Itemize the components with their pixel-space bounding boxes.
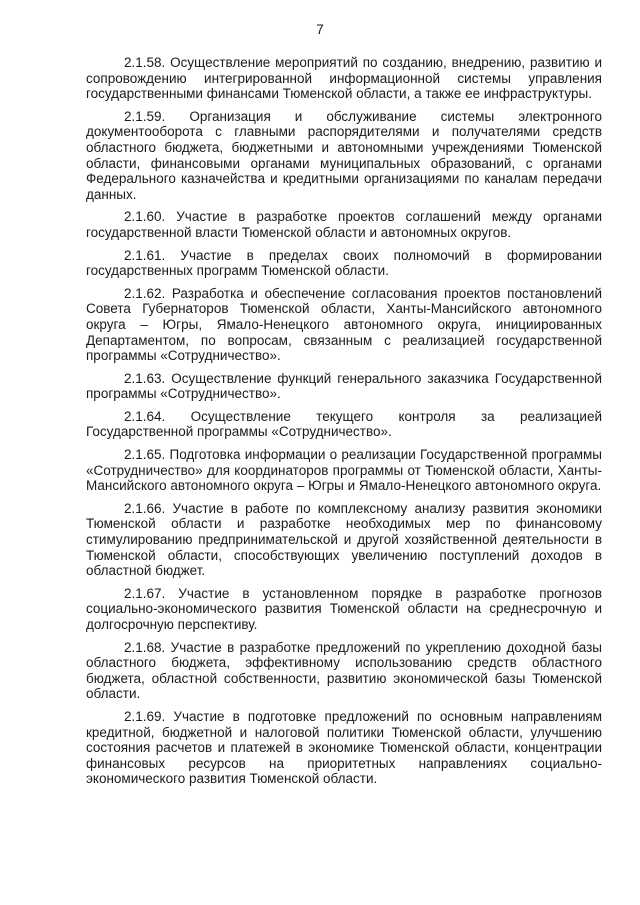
clause-text: Организация и обслуживание системы электронного документооборота с главными распорядителями и получателями средств областного бюджета, бюджетными и автономными учреждениями Тюменской области, финансовыми органами муниципальных образований, с органами Федерального казначейства и кредитными организациями по каналам передачи данных. [86,108,602,202]
paragraph-2-1-61 [86,248,602,279]
page-number: 7 [316,22,324,37]
clause-number: 2.1.68. [124,639,166,655]
clause-number: 2.1.61. [124,247,166,263]
clause-text: Участие в установленном порядке в разработке прогнозов социально-экономического развития Тюменской области на среднесрочную и долгосрочную перспективу. [86,585,602,632]
clause-text: Осуществление текущего контроля за реализацией Государственной программы «Сотрудничество». [86,408,602,440]
clause-text: Участие в пределах своих полномочий в формировании государственных программ Тюменской области. [86,247,602,279]
clause-text: Осуществление мероприятий по созданию, внедрению, развитию и сопровождению интегрированной информационной системы управления государственными финансами Тюменской области, а также ее инфраструктуры. [86,55,602,102]
paragraph-2-1-63 [86,371,602,402]
clause-text: Разработка и обеспечение согласования проектов постановлений Совета Губернаторов Тюменской области, Ханты-Мансийского автономного округа – Югры, Ямало-Ненецкого автономного округа, инициированных Департаментом, по вопросам, связанным с реализацией государственной программы «Сотрудничество». [86,285,602,364]
clause-text: Участие в подготовке предложений по основным направлениям кредитной, бюджетной и налоговой политики Тюменской области, улучшению состояния расчетов и платежей в экономике Тюменской области, концентрации финансовых ресурсов на приоритетных направлениях социально-экономического развития Тюменской области. [86,708,602,787]
paragraph-2-1-69 [86,709,602,787]
paragraph-2-1-65 [86,447,602,494]
paragraph-2-1-64 [86,409,602,440]
clause-text: Участие в работе по комплексному анализу развития экономики Тюменской области и разработке необходимых мер по финансовому стимулированию предпринимательской и другой хозяйственной деятельности в Тюменской области, способствующих увеличению поступлений доходов в областной бюджет. [86,500,602,579]
document-body [86,55,602,794]
clause-text: Участие в разработке предложений по укреплению доходной базы областного бюджета, эффективному использованию средств областного бюджета, областной собственности, развитию экономической базы Тюменской области. [86,639,602,702]
clause-number: 2.1.60. [124,209,166,225]
paragraph-2-1-66 [86,501,602,579]
paragraph-2-1-68 [86,640,602,702]
clause-number: 2.1.59. [124,108,166,124]
clause-number: 2.1.67. [124,585,166,601]
clause-number: 2.1.65. [124,447,166,463]
paragraph-2-1-58 [86,55,602,102]
paragraph-2-1-59 [86,109,602,203]
clause-number: 2.1.64. [124,408,166,424]
clause-number: 2.1.58. [124,55,166,70]
paragraph-2-1-60 [86,209,602,240]
clause-number: 2.1.66. [124,500,166,516]
clause-number: 2.1.62. [124,285,166,301]
paragraph-2-1-62 [86,286,602,364]
clause-text: Участие в разработке проектов соглашений между органами государственной власти Тюменской области и автономных округов. [86,209,602,240]
clause-text: Осуществление функций генерального заказчика Государственной программы «Сотрудничество». [86,370,602,402]
clause-number: 2.1.63. [124,370,166,386]
clause-number: 2.1.69. [124,708,166,724]
paragraph-2-1-67 [86,586,602,633]
clause-text: Подготовка информации о реализации Государственной программы «Сотрудничество» для координаторов программы от Тюменской области, Ханты-Мансийского автономного округа – Югры и Ямало-Ненецкого автономного округа. [86,447,602,494]
